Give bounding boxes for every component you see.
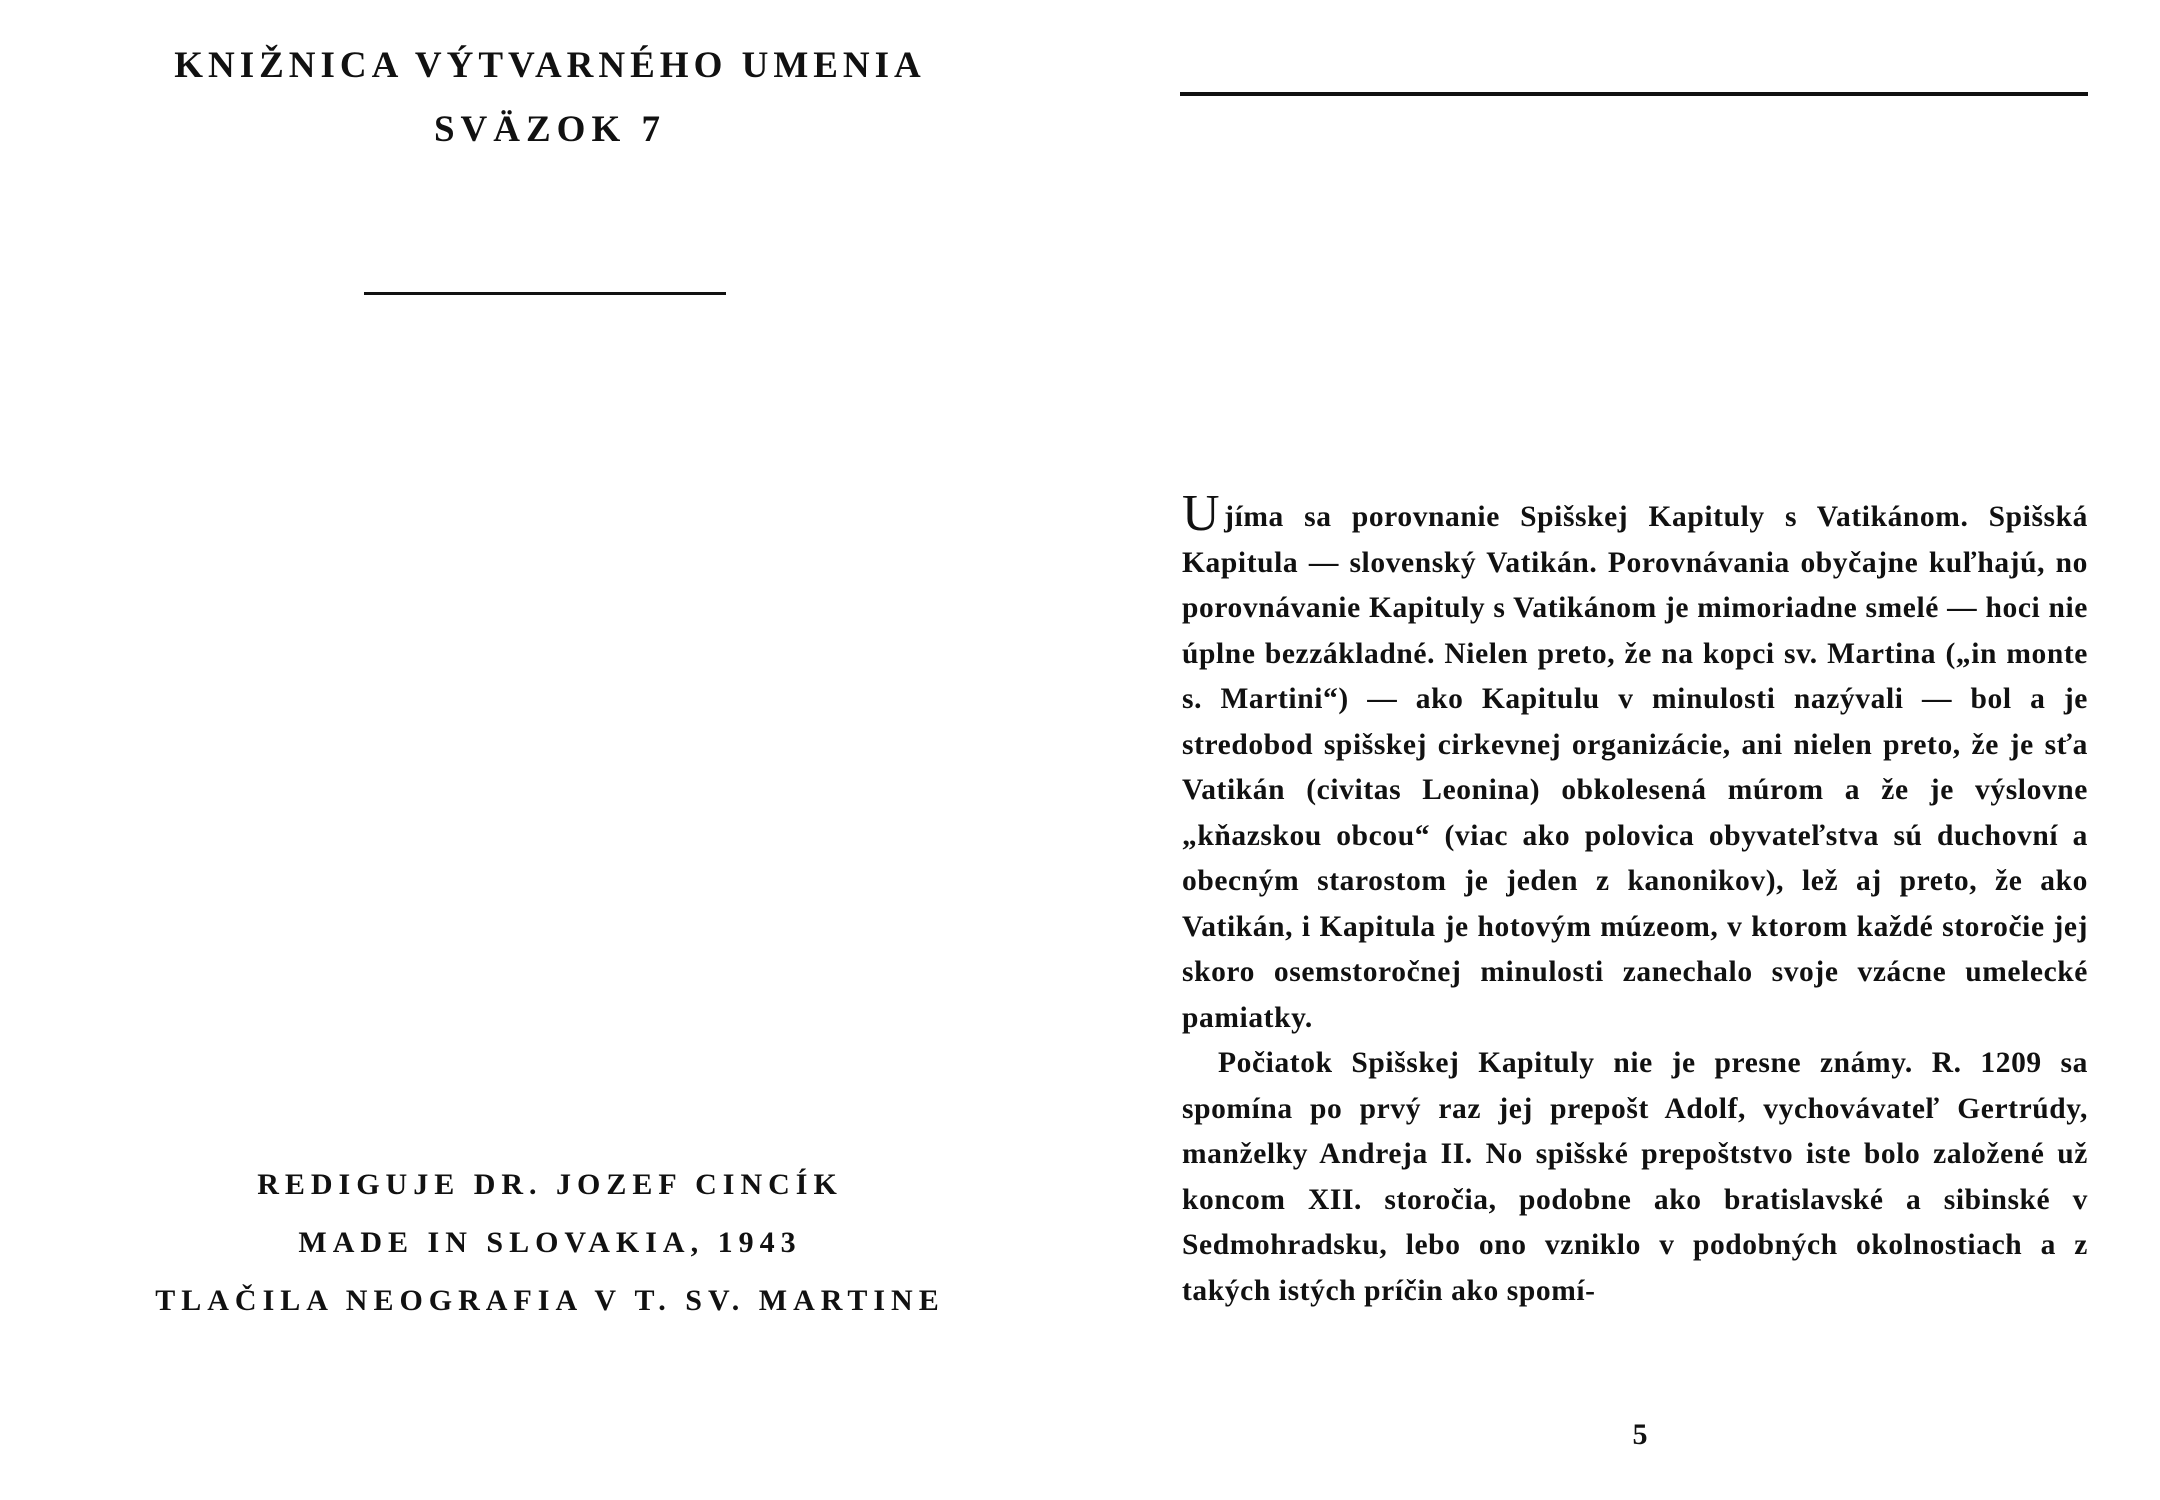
imprint-printer: TLAČILA NEOGRAFIA V T. SV. MARTINE	[155, 1284, 945, 1317]
paragraph-1-text: jíma sa porovnanie Spišskej Kapituly s Vatikánom. Spišská Kapitula — slovenský Vatikán. Porovnávania obyčajne kuľhajú, no porovnávanie Kapituly s Vatikánom je mimoriadne smelé — hoci nie úplne bezzákladné. Nielen preto, že na kopci sv. Martina („in monte s. Martini“) — ako Kapitulu v minulosti nazývali — bol a je stredobod spišskej cirkevnej organizácie, ani nielen preto, že je sťa Vatikán (civitas Leonina) obkolesená múrom a že je výslovne „kňazskou obcou“ (viac ako polovica obyvateľstva sú duchovní a obecným starostom je jeden z kanonikov), lež aj preto, že ako Vatikán, i Kapitula je hotovým múzeom, v ktorom každé storočie jej skoro osemstoročnej minulosti zanechalo svoje vzácne umelecké pamiatky.	[1182, 501, 2088, 1034]
series-volume: SVÄZOK 7	[433, 109, 666, 150]
imprint-editor: REDIGUJE DR. JOZEF CINCÍK	[257, 1168, 843, 1201]
page-number: 5	[1632, 1418, 1648, 1451]
paragraph-1	[1182, 485, 2088, 1041]
right-page	[1080, 0, 2160, 1500]
drop-cap: U	[1182, 485, 1221, 542]
divider-rule	[364, 292, 726, 295]
body-text	[1182, 485, 2088, 1314]
header-rule	[1180, 92, 2088, 96]
series-title: KNIŽNICA VÝTVARNÉHO UMENIA	[174, 45, 926, 86]
imprint-made-in: MADE IN SLOVAKIA, 1943	[298, 1226, 802, 1259]
paragraph-2: Počiatok Spišskej Kapituly nie je presne známy. R. 1209 sa spomína po prvý raz jej prepošt Adolf, vychovávateľ Gertrúdy, manželky Andreja II. No spišské prepoštstvo iste bolo založené už koncom XII. storočia, podobne ako bratislavské a sibinské v Sedmohradsku, lebo ono vzniklo v podobných okolnostiach a z takých istých príčin ako spomí-	[1182, 1047, 2088, 1307]
